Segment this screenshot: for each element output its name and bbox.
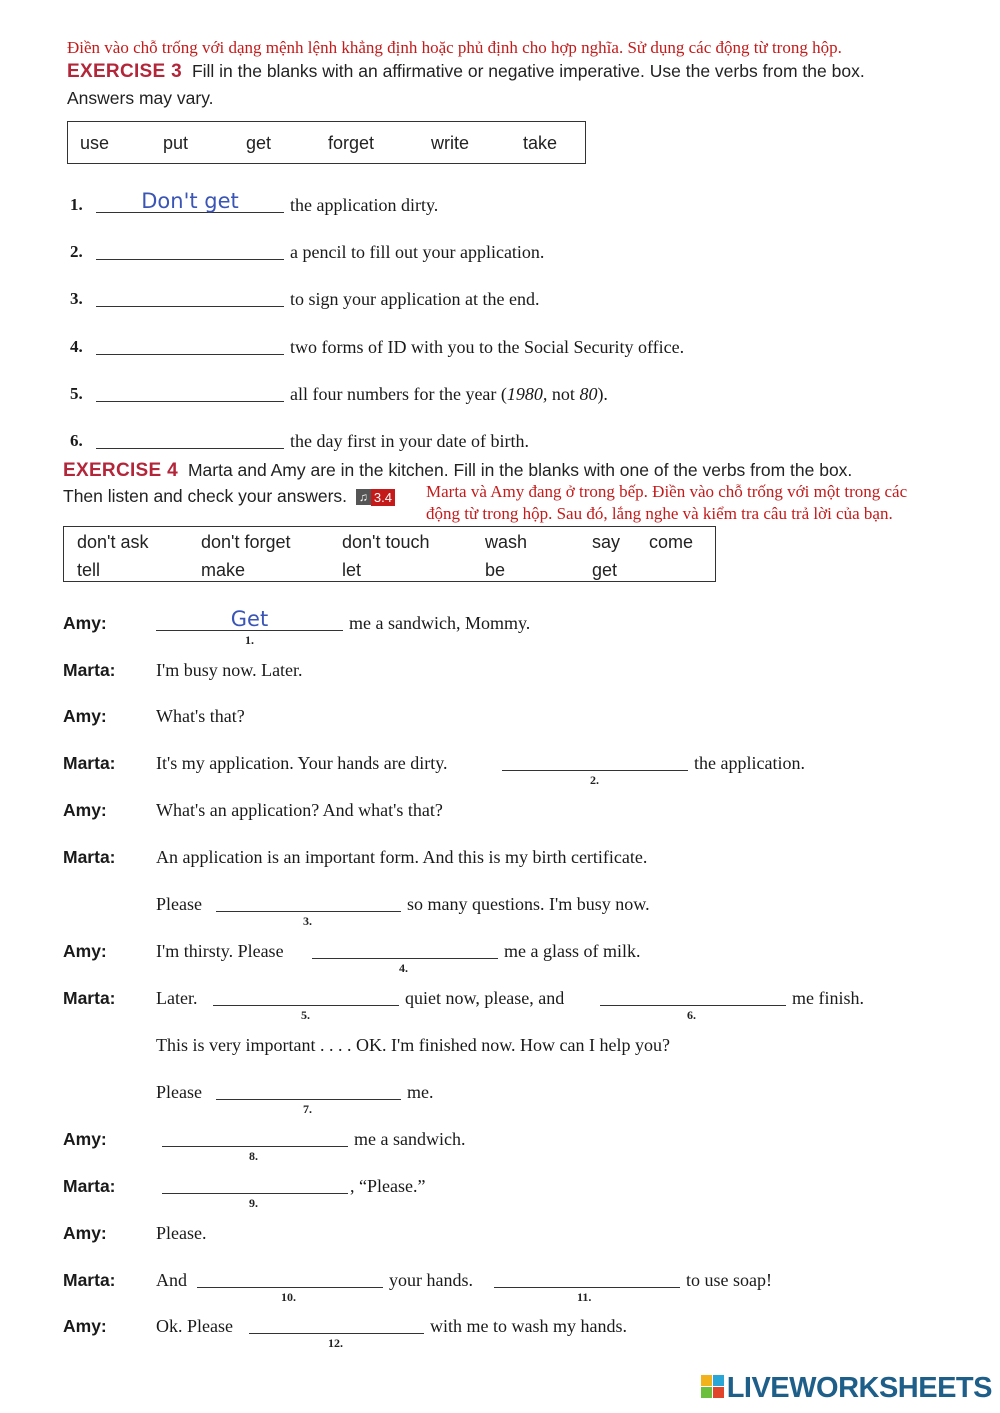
blank-number: 9.: [249, 1196, 258, 1210]
liveworksheets-logo[interactable]: [701, 1372, 992, 1405]
ex3-item-5-short-year: 80: [579, 384, 598, 404]
liveworksheets-logo-text: LIVEWORKSHEETS: [726, 1372, 992, 1404]
speaker-marta: Marta:: [63, 660, 116, 680]
blank-number: 3.: [303, 914, 312, 928]
headphones-icon[interactable]: ♫: [356, 489, 371, 505]
ex3-blank-4-input[interactable]: [96, 354, 284, 355]
ex4-vietnamese-line2: động từ trong hộp. Sau đó, lắng nghe và kiểm tra câu trả lời của bạn.: [426, 504, 893, 523]
ex3-item-number: 5.: [70, 384, 83, 403]
ex3-item-number: 6.: [70, 431, 83, 450]
dialogue-text: I'm busy now. Later.: [156, 660, 303, 680]
ex4-blank-10-input[interactable]: [197, 1287, 383, 1288]
audio-track-number[interactable]: 3.4: [371, 489, 395, 506]
ex4-verb: make: [201, 560, 246, 580]
ex3-answer-1-input[interactable]: Don't get: [141, 189, 239, 213]
ex4-verb: wash: [485, 532, 528, 552]
ex4-blank-9-input[interactable]: [162, 1193, 348, 1194]
speaker-marta: Marta:: [63, 1176, 116, 1196]
dialogue-text: Please.: [156, 1223, 207, 1243]
dialogue-text: Later.: [156, 988, 198, 1008]
ex4-blank-4-input[interactable]: [312, 958, 498, 959]
dialogue-text: me finish.: [792, 988, 864, 1008]
dialogue-text: your hands.: [389, 1270, 473, 1290]
blank-number: 10.: [281, 1290, 296, 1304]
speaker-amy: Amy:: [63, 1223, 107, 1243]
ex3-item-text: the day first in your date of birth.: [290, 431, 529, 451]
ex3-item-text: a pencil to fill out your application.: [290, 242, 545, 262]
dialogue-text: me a glass of milk.: [504, 941, 641, 961]
ex3-verb: forget: [328, 133, 375, 153]
ex3-item-5-year: 1980,: [506, 384, 548, 404]
ex3-verb: get: [246, 133, 272, 153]
ex3-verb: use: [80, 133, 110, 153]
ex4-blank-2-input[interactable]: [502, 770, 688, 771]
ex3-item-text: two forms of ID with you to the Social Security office.: [290, 337, 685, 357]
ex4-verb: don't forget: [201, 532, 291, 552]
blank-number: 2.: [590, 773, 599, 787]
speaker-marta: Marta:: [63, 847, 116, 867]
ex4-verb: come: [649, 532, 694, 552]
blank-number: 4.: [399, 961, 408, 975]
speaker-marta: Marta:: [63, 1270, 116, 1290]
dialogue-text: Please: [156, 894, 202, 914]
ex4-blank-6-input[interactable]: [600, 1005, 786, 1006]
liveworksheets-logo-icon: [701, 1375, 725, 1399]
speaker-amy: Amy:: [63, 706, 107, 726]
speaker-amy: Amy:: [63, 941, 107, 961]
ex3-blank-6-input[interactable]: [96, 448, 284, 449]
ex3-item-number: 2.: [70, 242, 83, 261]
dialogue-text: to use soap!: [686, 1270, 772, 1290]
ex3-item-5-text-c: ).: [597, 384, 608, 404]
ex3-verb: take: [523, 133, 558, 153]
dialogue-text: so many questions. I'm busy now.: [407, 894, 650, 914]
speaker-amy: Amy:: [63, 613, 107, 633]
ex4-instruction: Marta and Amy are in the kitchen. Fill in the blanks with one of the verbs from the box.: [187, 460, 853, 480]
dialogue-text: What's that?: [156, 706, 245, 726]
blank-number: 11.: [577, 1290, 592, 1304]
ex3-verb-box: [67, 121, 586, 164]
ex4-verb: let: [342, 560, 362, 580]
ex3-instruction-note: Answers may vary.: [67, 88, 214, 108]
ex3-header: [67, 61, 865, 83]
ex3-item-number: 4.: [70, 337, 83, 356]
ex4-verb: don't ask: [77, 532, 149, 552]
dialogue-text: Please: [156, 1082, 202, 1102]
dialogue-text: It's my application. Your hands are dirty.: [156, 753, 448, 773]
ex4-blank-12-input[interactable]: [249, 1333, 424, 1334]
ex3-item-text: to sign your application at the end.: [290, 289, 540, 309]
dialogue-text: I'm thirsty. Please: [156, 941, 284, 961]
blank-number: 12.: [328, 1336, 343, 1350]
blank-number: 8.: [249, 1149, 258, 1163]
ex3-item-text: [290, 384, 608, 405]
ex3-vietnamese-instruction: Điền vào chỗ trống với dạng mệnh lệnh khẳng định hoặc phủ định cho hợp nghĩa. Sử dụng các động từ trong hộp.: [67, 38, 842, 57]
ex3-verb: put: [163, 133, 189, 153]
blank-number: 1.: [245, 633, 254, 647]
ex4-verb: get: [592, 560, 618, 580]
blank-number: 7.: [303, 1102, 312, 1116]
ex3-heading: EXERCISE 3: [67, 61, 182, 82]
ex3-blank-5-input[interactable]: [96, 401, 284, 402]
ex3-item-5-text-b: not: [547, 384, 580, 404]
ex4-verb: be: [485, 560, 506, 580]
dialogue-text: with me to wash my hands.: [430, 1316, 627, 1336]
ex4-answer-1-input[interactable]: Get: [230, 607, 269, 631]
dialogue-text: An application is an important form. And this is my birth certificate.: [156, 847, 648, 867]
ex3-blank-2-input[interactable]: [96, 259, 284, 260]
ex4-header: [63, 460, 852, 482]
ex4-verb: tell: [77, 560, 101, 580]
speaker-amy: Amy:: [63, 800, 107, 820]
speaker-marta: Marta:: [63, 753, 116, 773]
ex4-heading: EXERCISE 4: [63, 460, 178, 481]
blank-number: 6.: [687, 1008, 696, 1022]
dialogue-text: Ok. Please: [156, 1316, 233, 1336]
blank-number: 5.: [301, 1008, 310, 1022]
ex4-instruction-listen: Then listen and check your answers.: [63, 486, 348, 506]
ex4-vietnamese-line1: Marta và Amy đang ở trong bếp. Điền vào chỗ trống với một trong các: [426, 482, 908, 501]
ex4-blank-11-input[interactable]: [494, 1287, 680, 1288]
ex4-blank-5-input[interactable]: [213, 1005, 399, 1006]
dialogue-text: This is very important . . . . OK. I'm finished now. How can I help you?: [156, 1035, 670, 1055]
speaker-marta: Marta:: [63, 988, 116, 1008]
dialogue-text: me.: [407, 1082, 434, 1102]
ex3-item-text: the application dirty.: [290, 195, 439, 215]
ex4-verb: say: [592, 532, 621, 552]
ex3-item-number: 1.: [70, 195, 83, 214]
dialogue-text: me a sandwich.: [354, 1129, 466, 1149]
dialogue-text: quiet now, please, and: [405, 988, 565, 1008]
ex4-blank-3-input[interactable]: [216, 911, 401, 912]
dialogue-text: What's an application? And what's that?: [156, 800, 443, 820]
ex4-blank-8-input[interactable]: [162, 1146, 348, 1147]
dialogue-text: me a sandwich, Mommy.: [349, 613, 531, 633]
ex3-blank-3-input[interactable]: [96, 306, 284, 307]
ex4-blank-7-input[interactable]: [216, 1099, 401, 1100]
ex3-instruction: Fill in the blanks with an affirmative or negative imperative. Use the verbs from the box.: [191, 61, 865, 81]
speaker-amy: Amy:: [63, 1316, 107, 1336]
dialogue-text: , “Please.”: [350, 1176, 426, 1196]
dialogue-text: the application.: [694, 753, 805, 773]
dialogue-text: And: [156, 1270, 187, 1290]
ex3-item-number: 3.: [70, 289, 83, 308]
ex3-verb: write: [431, 133, 470, 153]
ex4-instruction-line2: [63, 486, 395, 507]
ex4-verb: don't touch: [342, 532, 430, 552]
speaker-amy: Amy:: [63, 1129, 107, 1149]
ex3-item-5-text-a: all four numbers for the year (: [290, 384, 507, 404]
